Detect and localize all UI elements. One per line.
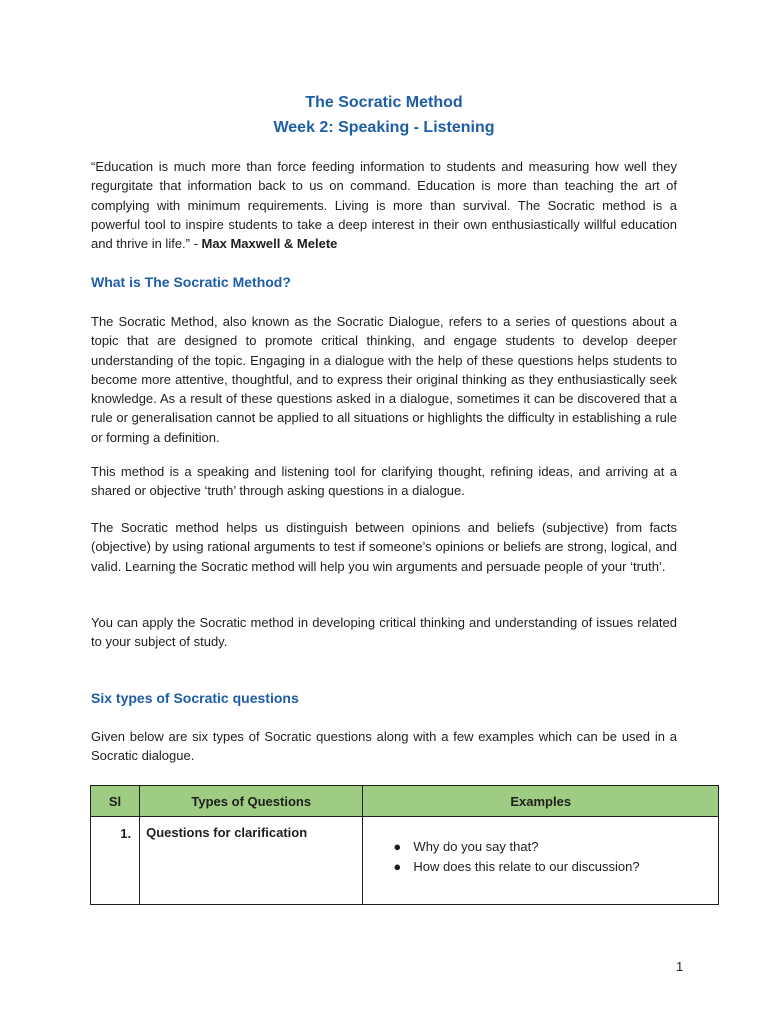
examples-list — [363, 837, 718, 876]
socratic-questions-table — [90, 785, 719, 905]
bullet-icon: ● — [393, 858, 402, 874]
paragraph-definition: The Socratic Method, also known as the Socratic Dialogue, refers to a series of questions about a topic that are designed to promote critical thinking, and engage students to develop deeper understanding of the topic. Engaging in a dialogue with the help of these questions helps students to become more attentive, thoughtful, and to express their original thinking as they enthusiastically seek knowledge. As a result of these questions asked in a dialogue, sometimes it can be discovered that a rule or generalisation cannot be applied to all situations or highlights the difficulty in establishing a rule or forming a definition. — [91, 314, 677, 445]
table-row — [91, 817, 719, 905]
quote-text: “Education is much more than force feeding information to students and measuring how well they regurgitate that information back to us on command. Education is more than teaching the art of complying with minimum requirements. Living is more than survival. The Socratic method is a powerful tool to inspire students to take a deep interest in their own enthusiastically willful education and thrive in life.” - — [91, 159, 677, 252]
paragraph-apply-method: You can apply the Socratic method in developing critical thinking and understanding of issues related to your subject of study. — [91, 615, 677, 650]
row-question-type: Questions for clarification — [140, 817, 363, 905]
paragraph-speaking-listening-tool: This method is a speaking and listening tool for clarifying thought, refining ideas, and arriving at a shared or objective ‘truth’ through asking questions in a dialogue. — [91, 464, 677, 499]
header-examples: Examples — [363, 786, 719, 817]
document-title: The Socratic Method — [305, 94, 463, 111]
opening-quote — [91, 157, 677, 253]
section-heading-what-is: What is The Socratic Method? — [91, 274, 291, 290]
table-header-row — [91, 786, 719, 817]
header-sl: Sl — [91, 786, 140, 817]
page-number: 1 — [676, 959, 684, 974]
example-text: Why do you say that? — [413, 839, 539, 854]
document-subtitle: Week 2: Speaking - Listening — [273, 119, 495, 136]
row-number: 1. — [91, 817, 140, 905]
quote-author: Max Maxwell & Melete — [201, 236, 338, 252]
section-heading-six-types: Six types of Socratic questions — [91, 690, 299, 706]
paragraph-opinions-facts: The Socratic method helps us distinguish between opinions and beliefs (subjective) from facts (objective) by using rational arguments to test if someone’s opinions or beliefs are strong, logical, and valid. Learning the Socratic method will help you win arguments and persuade people of your ‘truth’. — [91, 520, 677, 574]
header-types-of-questions: Types of Questions — [140, 786, 363, 817]
paragraph-table-intro: Given below are six types of Socratic questions along with a few examples which can be used in a Socratic dialogue. — [91, 729, 677, 764]
list-item — [363, 837, 718, 857]
bullet-icon: ● — [393, 839, 402, 854]
row-examples — [363, 817, 719, 905]
list-item — [363, 857, 718, 877]
example-text: How does this relate to our discussion? — [413, 858, 640, 874]
